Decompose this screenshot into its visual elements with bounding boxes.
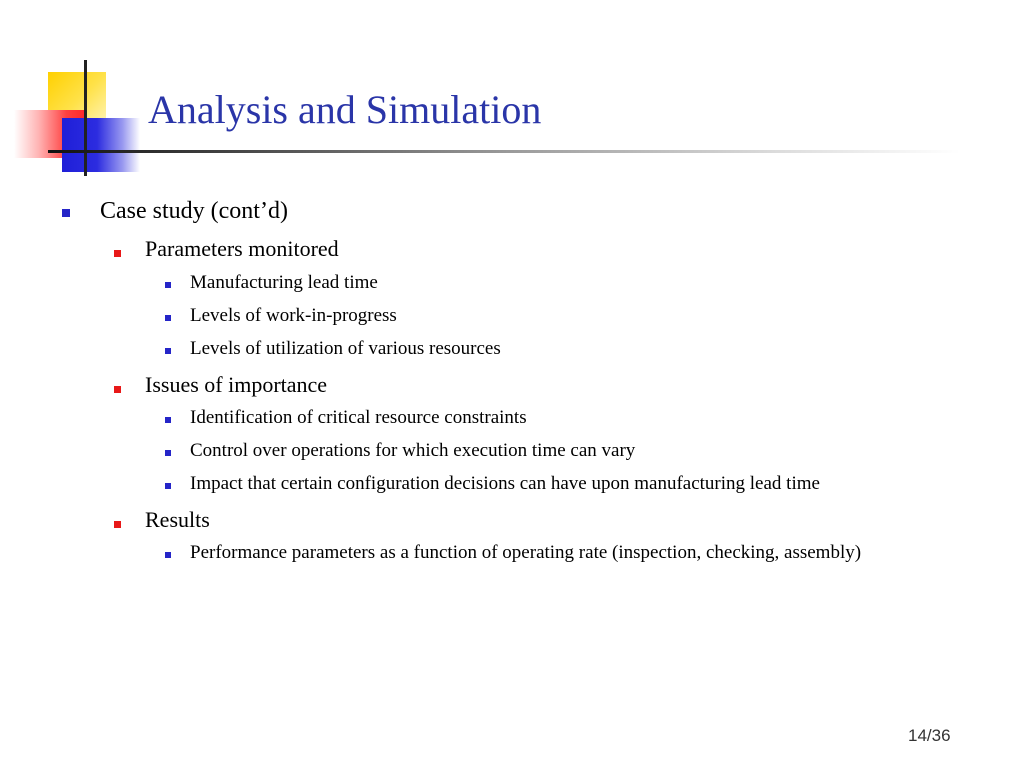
square-bullet-icon xyxy=(165,552,171,558)
square-bullet-icon xyxy=(165,450,171,456)
bullet-text: Impact that certain configuration decisions can have upon manufacturing lead time xyxy=(190,473,820,494)
bullet-text: Manufacturing lead time xyxy=(190,272,378,293)
bullet-text: Levels of work-in-progress xyxy=(190,305,397,326)
bullet-text: Performance parameters as a function of operating rate (inspection, checking, assembly) xyxy=(190,542,862,563)
slide-title: Analysis and Simulation xyxy=(148,87,542,132)
bullet-text: Results xyxy=(145,507,210,532)
bullet-text: Levels of utilization of various resources xyxy=(190,338,501,359)
page-number: 14/36 xyxy=(908,726,951,745)
bullet-text: Issues of importance xyxy=(145,372,328,397)
square-bullet-icon xyxy=(114,250,121,257)
bullet-text: Case study (cont’d) xyxy=(100,198,288,224)
square-bullet-icon xyxy=(62,209,70,217)
square-bullet-icon xyxy=(114,521,121,528)
square-bullet-icon xyxy=(165,315,171,321)
square-bullet-icon xyxy=(165,348,171,354)
square-bullet-icon xyxy=(165,417,171,423)
square-bullet-icon xyxy=(114,386,121,393)
bullet-text: Identification of critical resource constraints xyxy=(190,407,527,428)
square-bullet-icon xyxy=(165,483,171,489)
bullet-text: Control over operations for which execution time can vary xyxy=(190,440,636,461)
square-bullet-icon xyxy=(165,282,171,288)
bullet-text: Parameters monitored xyxy=(145,236,339,261)
